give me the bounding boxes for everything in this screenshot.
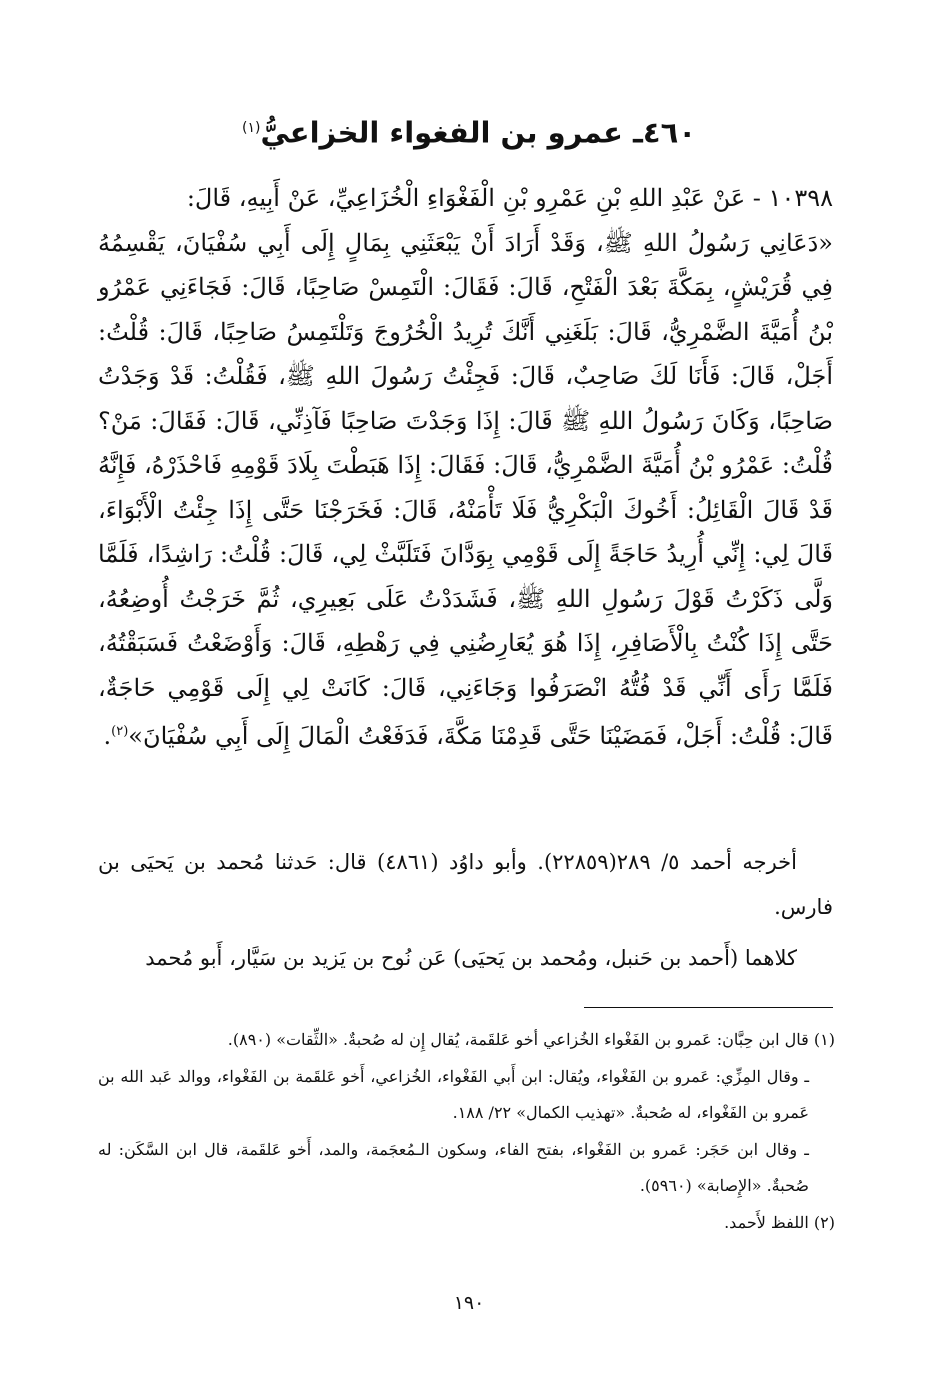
hadith-footnote-ref[interactable]: (٢) — [111, 724, 129, 739]
hadith-matn-text: «دَعَانِي رَسُولُ اللهِ ﷺ، وَقَدْ أَرَادَ أَنْ يَبْعَثَنِي بِمَالٍ إِلَى أَبِي سُفْيَانَ، يَقْسِمُهُ فِي قُرَيْشٍ، بِمَكَّةَ بَعْدَ الْفَتْحِ، قَالَ: فَقَالَ: الْتَمِسْ صَاحِبًا، قَالَ: فَجَاءَنِي عَمْرُو بْنُ أُمَيَّةَ الضَّمْرِيُّ، قَالَ: بَلَغَنِي أَنَّكَ تُرِيدُ الْخُرُوجَ وَتَلْتَمِسُ صَاحِبًا، قَالَ: قُلْتُ: أَجَلْ، قَالَ: فَأَنَا لَكَ صَاحِبٌ، قَالَ: فَجِئْتُ رَسُولَ اللهِ ﷺ، فَقُلْتُ: قَدْ وَجَدْتُ صَاحِبًا، وَكَانَ رَسُولُ اللهِ ﷺ قَالَ: إِذَا وَجَدْتَ صَاحِبًا فَآذِنِّي، قَالَ: فَقَالَ: مَنْ؟ قُلْتُ: عَمْرُو بْنُ أُمَيَّةَ الضَّمْرِيُّ، قَالَ: فَقَالَ: إِذَا هَبَطْتَ بِلَادَ قَوْمِهِ فَاحْذَرْهُ، فَإِنَّهُ قَدْ قَالَ الْقَائِلُ: أَخُوكَ الْبَكْرِيُّ فَلَا تَأْمَنْهُ، قَالَ: فَخَرَجْنَا حَتَّى إِذَا جِئْتُ الْأَبْوَاءَ، قَالَ لِي: إِنِّي أُرِيدُ حَاجَةً إِلَى قَوْمِي بِوَدَّانَ فَتَلَبَّثْ لِي، قَالَ: قُلْتُ: رَاشِدًا، فَلَمَّا وَلَّى ذَكَرْتُ قَوْلَ رَسُولِ اللهِ ﷺ، فَشَدَدْتُ عَلَى بَعِيرِي، ثُمَّ خَرَجْتُ أُوضِعُهُ، حَتَّى إِذَا كُنْتُ بِالْأَصَافِرِ، إِذَا هُوَ يُعَارِضُنِي فِي رَهْطِهِ، قَالَ: وَأَوْضَعْتُ فَسَبَقْتُهُ، فَلَمَّا رَأَى أَنِّي قَدْ فُتُّهُ انْصَرَفُوا وَجَاءَنِي، قَالَ: كَانَتْ لِي إِلَى قَوْمِي حَاجَةٌ، قَالَ: قُلْتُ: أَجَلْ، فَمَضَيْنَا حَتَّى قَدِمْنَا مَكَّةَ، فَدَفَعْتُ الْمَالَ إِلَى أَبِي سُفْيَانَ» — [98, 228, 833, 750]
footnote-item: ـ وقال المِزِّي: عَمرو بن الفَغْواء، ويُقال: ابن أَبي الفَغْواء، الخُزاعي، أَخو عَلقَمة بن الفَغْواء، ووالد عَبد الله بن عَمرو بن الفَغْواء، له صُحبةٌ. «تهذيب الكمال» ٢٢/ ١٨٨. — [98, 1066, 810, 1122]
chapter-heading — [0, 108, 938, 153]
hadith-isnad: ١٠٣٩٨ - عَنْ عَبْدِ اللهِ بْنِ عَمْرِو بْنِ الْفَغْوَاءِ الْخُزَاعِيِّ، عَنْ أَبِيهِ، قَالَ: — [186, 184, 833, 212]
page-number: ١٩٠ — [453, 1292, 485, 1314]
footnotes-section — [98, 1022, 835, 1241]
footnote-item: (٢) اللفظ لأَحمد. — [724, 1212, 835, 1232]
heading-footnote-ref[interactable]: (١) — [241, 120, 261, 136]
footnote-separator — [584, 1007, 833, 1008]
footnote-item: (١) قال ابن حِبَّان: عَمرو بن الفَغْواء الخُزاعي أخو عَلقَمة، يُقال إِن له صُحبةٌ. «الثِّقات» (٨٩٠). — [227, 1030, 835, 1049]
hadith-text — [98, 176, 833, 759]
takhrij-paragraph: أخرجه أحمد ٥/ ٢٨٩(٢٢٨٥٩). وأبو داوُد (٤٨٦١) قال: حَدثنا مُحمد بن يَحيَى بن فارس. — [98, 850, 833, 919]
hadith-matn — [98, 221, 833, 759]
chapter-title: ٤٦٠ـ عمرو بن الفغواء الخزاعيُّ — [260, 115, 697, 150]
hadith-end-mark: . — [103, 722, 112, 750]
takhrij-section — [98, 840, 833, 987]
footnote-item: ـ وقال ابن حَجَر: عَمرو بن الفَغْواء، بفتح الفاء، وسكون الـمُعجَمة، والمد، أَخو عَلقَمة، قال ابن السَّكَن: له صُحبةٌ. «الإِصابة» (٥٩٦٠). — [98, 1139, 809, 1195]
takhrij-paragraph: كلاهما (أَحمد بن حَنبل، ومُحمد بن يَحيَى) عَن نُوح بن يَزيد بن سَيَّار، أَبو مُحمد — [145, 946, 797, 970]
